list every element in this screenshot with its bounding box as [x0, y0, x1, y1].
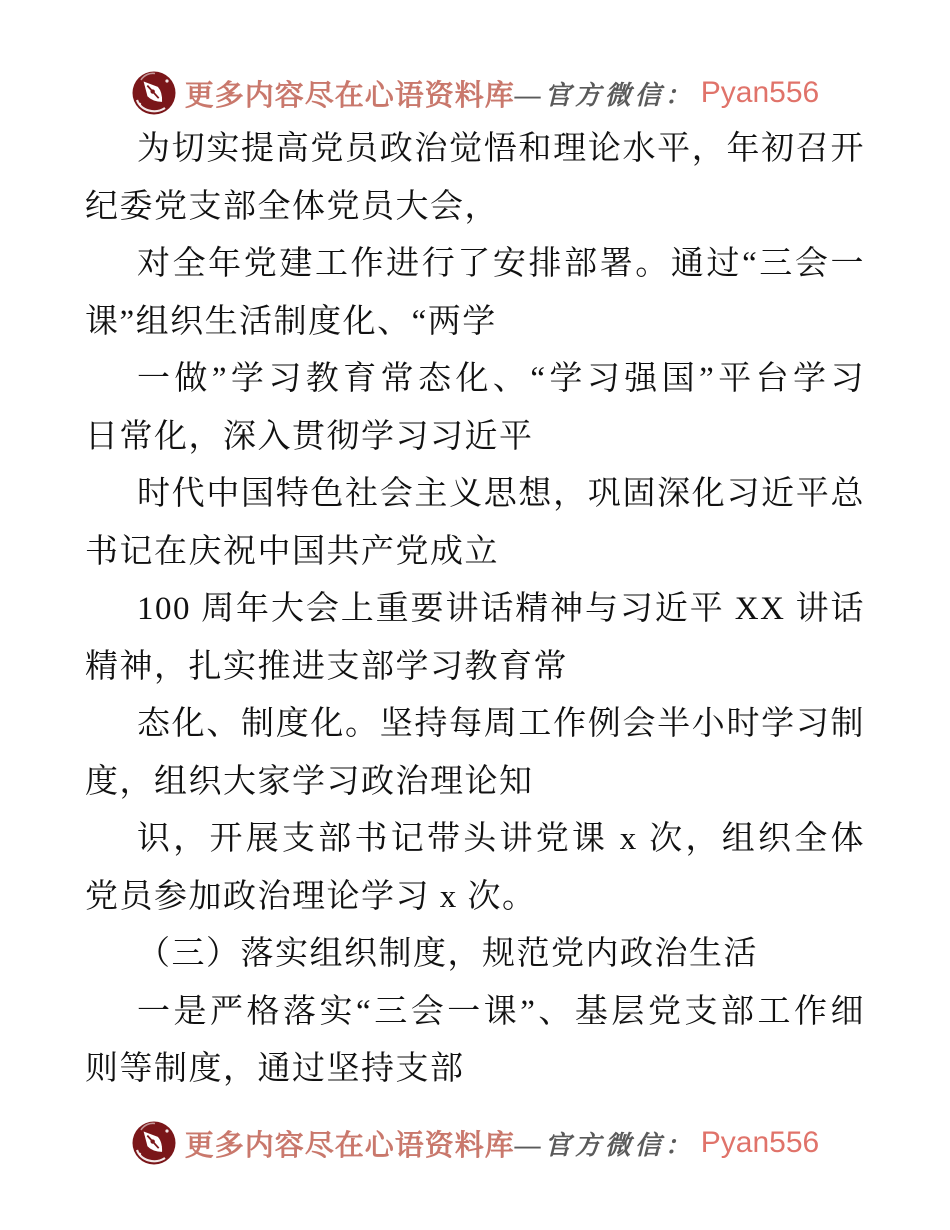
- text-line: 一做”学习教育常态化、“学习强国”平台学习: [137, 361, 865, 397]
- text-line: 党员参加政治理论学习 x 次。: [85, 878, 537, 915]
- wechat-id: Pyan556: [700, 1126, 820, 1159]
- text-line: 则等制度，通过坚持支部: [85, 1051, 465, 1087]
- text-line: 对全年党建工作进行了安排部署。通过“三会一: [137, 246, 865, 282]
- text-line: 一是严格落实“三会一课”、基层党支部工作细: [137, 993, 865, 1030]
- text-line: 纪委党支部全体党员大会，: [85, 188, 499, 225]
- text-line: （三）落实组织制度，规范党内政治生活: [137, 936, 758, 972]
- wechat-label: —官方微信：: [514, 80, 695, 110]
- text-line: 识，开展支部书记带头讲党课 x 次，组织全体: [137, 821, 865, 857]
- document-body: [85, 121, 865, 1099]
- brand-text: 更多内容尽在心语资料库: [184, 79, 515, 112]
- pen-circle-logo-icon: [131, 70, 177, 116]
- brand-text: 更多内容尽在心语资料库: [184, 1129, 515, 1162]
- text-line: 日常化，深入贯彻学习习近平: [85, 418, 534, 455]
- header-watermark: [0, 68, 950, 118]
- text-line: 时代中国特色社会主义思想，巩固深化习近平总: [137, 476, 865, 512]
- text-line: 100 周年大会上重要讲话精神与习近平 XX 讲话: [137, 591, 865, 627]
- text-line: 书记在庆祝中国共产党成立: [85, 533, 499, 570]
- text-line: 度，组织大家学习政治理论知: [85, 763, 534, 800]
- wechat-label: —官方微信：: [514, 1130, 695, 1160]
- text-line: 精神，扎实推进支部学习教育常: [85, 648, 568, 685]
- text-line: 为切实提高党员政治觉悟和理论水平，年初召开: [137, 131, 865, 167]
- pen-circle-logo-icon: [131, 1120, 177, 1166]
- text-line: 态化、制度化。坚持每周工作例会半小时学习制: [137, 706, 865, 742]
- footer-watermark: [0, 1118, 950, 1168]
- wechat-id: Pyan556: [700, 76, 820, 109]
- text-line: 课”组织生活制度化、“两学: [85, 303, 497, 340]
